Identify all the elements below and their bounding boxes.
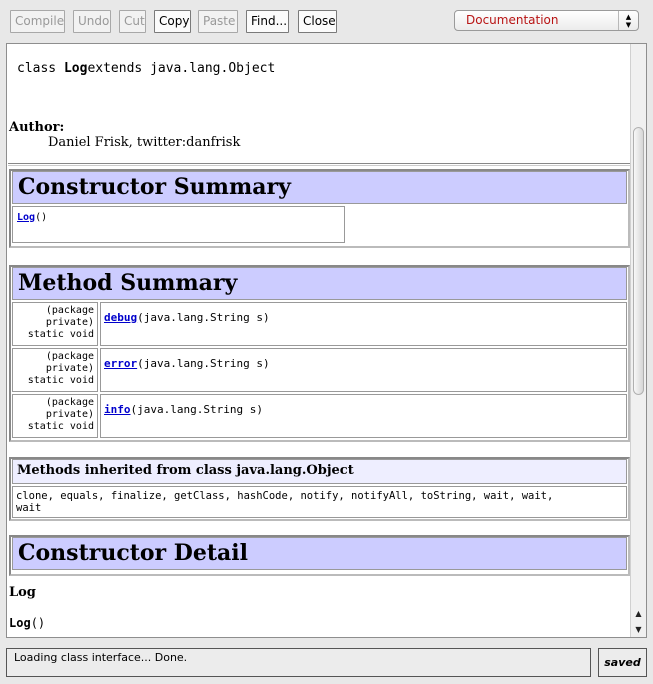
method-summary-heading: Method Summary	[12, 267, 627, 300]
inherited-line: clone, equals, finalize, getClass, hashCode, notify, notifyAll, toString, wait, wait,	[16, 490, 554, 502]
constructor-detail-name: Log	[9, 585, 36, 600]
method-link-debug[interactable]: debug	[104, 311, 138, 324]
method-link-error[interactable]: error	[104, 357, 138, 370]
method-params: (java.lang.String s)	[130, 403, 263, 416]
modifier-line: static void	[27, 375, 94, 386]
constructor-entry	[17, 212, 47, 223]
inherited-methods-list	[16, 490, 553, 514]
inherited-line: wait	[16, 502, 42, 514]
method-modifier	[28, 305, 94, 341]
class-decl-suffix: extends java.lang.Object	[87, 61, 276, 76]
vertical-scrollbar[interactable]	[630, 44, 646, 637]
constructor-detail-heading: Constructor Detail	[12, 537, 627, 570]
find-button[interactable]: Find...	[246, 10, 289, 33]
status-message: Loading class interface... Done.	[6, 648, 591, 677]
method-signature-cell	[100, 348, 627, 392]
method-signature	[104, 311, 270, 324]
author-value: Daniel Frisk, twitter:danfrisk	[48, 135, 241, 150]
method-params: (java.lang.String s)	[137, 357, 270, 370]
modifier-line: static void	[27, 421, 94, 432]
method-signature	[104, 357, 270, 370]
constructor-params: ()	[35, 212, 48, 223]
view-select-value: Documentation	[466, 13, 559, 27]
constructor-link-log[interactable]: Log	[17, 212, 36, 223]
close-button[interactable]: Close	[298, 10, 337, 33]
method-modifier	[28, 397, 94, 433]
class-decl-prefix: class	[17, 61, 64, 76]
undo-button[interactable]: Undo	[73, 10, 111, 33]
toolbar	[0, 0, 653, 42]
divider	[8, 163, 630, 166]
constructor-signature-params: ()	[30, 616, 46, 630]
modifier-line: (package	[45, 397, 94, 408]
documentation-pane	[6, 43, 647, 638]
saved-indicator: saved	[598, 648, 647, 677]
scroll-up-icon[interactable]: ▲	[635, 609, 642, 618]
method-params: (java.lang.String s)	[137, 311, 270, 324]
modifier-line: static void	[27, 329, 94, 340]
constructor-cell	[12, 206, 345, 243]
author-label: Author:	[9, 120, 65, 135]
paste-button[interactable]: Paste	[198, 10, 238, 33]
cut-button[interactable]: Cut	[119, 10, 146, 33]
inherited-methods-heading: Methods inherited from class java.lang.Object	[12, 459, 627, 484]
constructor-detail-signature	[9, 616, 45, 630]
modifier-line: private)	[45, 409, 94, 420]
method-signature	[104, 403, 263, 416]
method-signature-cell	[100, 394, 627, 438]
scrollbar-thumb[interactable]	[633, 127, 644, 395]
method-signature-cell	[100, 302, 627, 346]
method-modifier	[28, 351, 94, 387]
compile-button[interactable]: Compile	[10, 10, 65, 33]
modifier-line: private)	[45, 363, 94, 374]
copy-button[interactable]: Copy	[154, 10, 191, 33]
class-declaration	[17, 61, 275, 76]
modifier-line: (package	[45, 351, 94, 362]
view-select[interactable]	[454, 10, 639, 31]
method-modifier-cell	[12, 302, 98, 346]
constructor-signature-name: Log	[9, 616, 31, 630]
method-link-info[interactable]: info	[104, 403, 131, 416]
class-name: Log	[63, 61, 88, 76]
modifier-line: (package	[45, 305, 94, 316]
method-modifier-cell	[12, 348, 98, 392]
documentation-content	[7, 44, 631, 637]
scroll-down-icon[interactable]: ▼	[635, 625, 642, 634]
constructor-summary-heading: Constructor Summary	[12, 171, 627, 204]
method-modifier-cell	[12, 394, 98, 438]
inherited-methods-cell	[12, 486, 627, 518]
select-arrows-icon: ▲ ▼	[618, 11, 638, 30]
modifier-line: private)	[45, 317, 94, 328]
